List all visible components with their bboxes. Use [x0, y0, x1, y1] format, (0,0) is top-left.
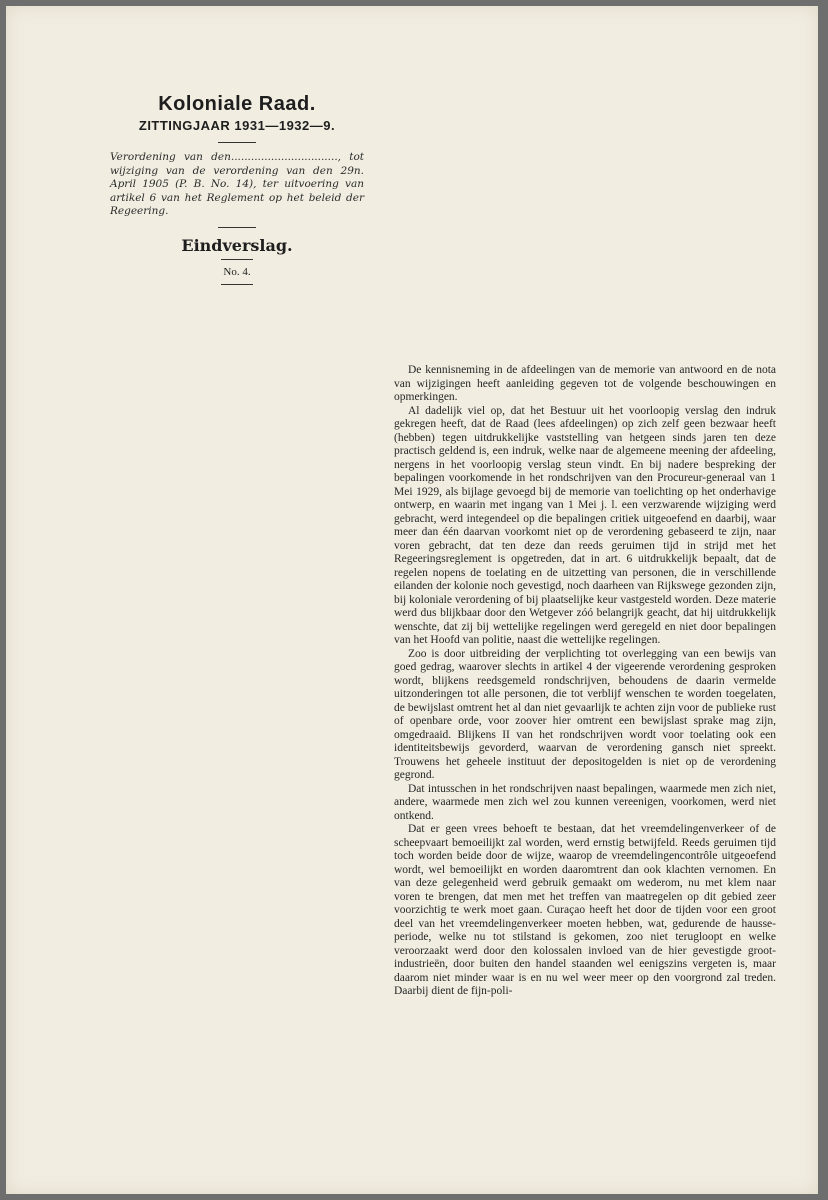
document-page: [6, 6, 818, 1194]
divider: [218, 142, 256, 143]
document-header: [106, 92, 368, 285]
body-paragraph: De kennisneming in de afdeelingen van de memorie van antwoord en de nota van wijzigingen heeft aanleiding gegeven tot de volgende beschouwingen en opmerkingen.: [394, 364, 776, 403]
divider: [221, 284, 253, 285]
divider: [218, 227, 256, 228]
body-paragraph: Dat er geen vrees behoeft te bestaan, dat het vreemdelingenverkeer of de scheepvaart bemoeilijkt zal worden, werd ernstig betwijfeld. Reeds geruimen tijd toch worden beide door de wijze, waarop de vreemdelingencontrôle uitgeoefend wordt, wel bemoeilijkt en worden daaromtrent dan ook klachten vernomen. En van deze gelegenheid werd gebruik gemaakt om wederom, nu met klem naar voren te brengen, dat men met het treffen van maatregelen op dit gebied zeer voorzichtig te werk moet gaan. Curaçao heeft het door de tijden voor een groot deel van het vreemdelingenverkeer moeten hebben, wat, gedurende de hausse-periode, welke nu tot stilstand is gekomen, zoo niet terugloopt en welke veroorzaakt werd door den kolossalen invloed van de hier gevestigde groot-industrieën, door buiten den handel staanden wel eenigszins vergeten is, maar daarom niet minder waar is en nu wel weer meer op den voorgrond zal treden. Daarbij dient de fijn-poli-: [394, 823, 776, 997]
report-number: No. 4.: [223, 265, 251, 278]
body-paragraph: Al dadelijk viel op, dat het Bestuur uit het voorloopig verslag den indruk gekregen heeft, dat de Raad (lees afdeelingen) op zich zelf geen bezwaar heeft (hebben) tegen uitdrukkelijke vaststelling van hetgeen sinds jaren ten deze practisch geldend is, een indruk, welke naar de algemeene meening der afdeeling, nergens in het voorloopig verslag steun vindt. En bij nadere bespreking der bepalingen voorkomende in het rondschrijven van den Procureur-generaal van 1 Mei 1929, als bijlage gevoegd bij de memorie van toelichting op het onderhavige ontwerp, en waarin met ingang van 1 Mei j. l. een verzwarende wijziging werd gebracht, werd integendeel op die bepalingen critiek uitgeoefend en daarbij, waar meer dan één daarvan voorkomt niet op de verordening gebaseerd te zijn, naar voren gebracht, dat ten deze dan reeds geruimen tijd in strijd met het Regeeringsreglement is opgetreden, dat in art. 6 uitdrukkelijk bepaalt, dat de regelen nopens de toelating en de uitzetting van personen, die in verschillende eilanden der kolonie noch gevestigd, noch daarheen van Rijkswege gezonden zijn, bij koloniale verordening of bij plaatselijke keur vastgesteld worden. Deze materie werd dus blijkbaar door den Wetgever zóó belangrijk geacht, dat hij uitdrukkelijk wenschte, dat zij bij wettelijke regelingen werd geregeld en niet door bepalingen van het Hoofd van politie, naast die wettelijke regelingen.: [394, 404, 776, 646]
body-paragraph: Dat intusschen in het rondschrijven naast bepalingen, waarmede men zich niet, andere, waarmede men zich wel zou kunnen vereenigen, voorkomen, werd niet ontkend.: [394, 782, 776, 822]
body-paragraph: Zoo is door uitbreiding der verplichting tot overlegging van een bewijs van goed gedrag, waarover slechts in artikel 4 der vigeerende verordening gesproken wordt, blijkens reedsgemeld rondschrijven, behoudens de daarin vermelde uitzonderingen tot alle personen, die tot verblijf wenschen te worden toegelaten, de bewijslast omtrent het al dan niet gevaarlijk te achten zijn voor de publieke rust of openbare orde, voor zoover hier omtrent een bewijslast sprake mag zijn, omgedraaid. Blijkens II van het rondschrijven wordt voor toelating ook een identiteitsbewijs gevorderd, waarvan de verordening gansch niet spreekt. Trouwens het geheele instituut der depositogelden is niet op de verordening gegrond.: [394, 647, 776, 781]
report-title: Eindverslag.: [181, 235, 293, 255]
divider: [221, 259, 253, 260]
report-body: [394, 364, 776, 999]
session-year: ZITTINGJAAR 1931—1932—9.: [138, 118, 336, 133]
ordinance-subject: Verordening van den................................, tot wijziging van de verordening van den 29n. April 1905 (P. B. No. 14), ter uitvoering van artikel 6 van het Reglement op het beleid der Regeering.: [110, 151, 364, 218]
council-title: Koloniale Raad.: [158, 93, 316, 115]
